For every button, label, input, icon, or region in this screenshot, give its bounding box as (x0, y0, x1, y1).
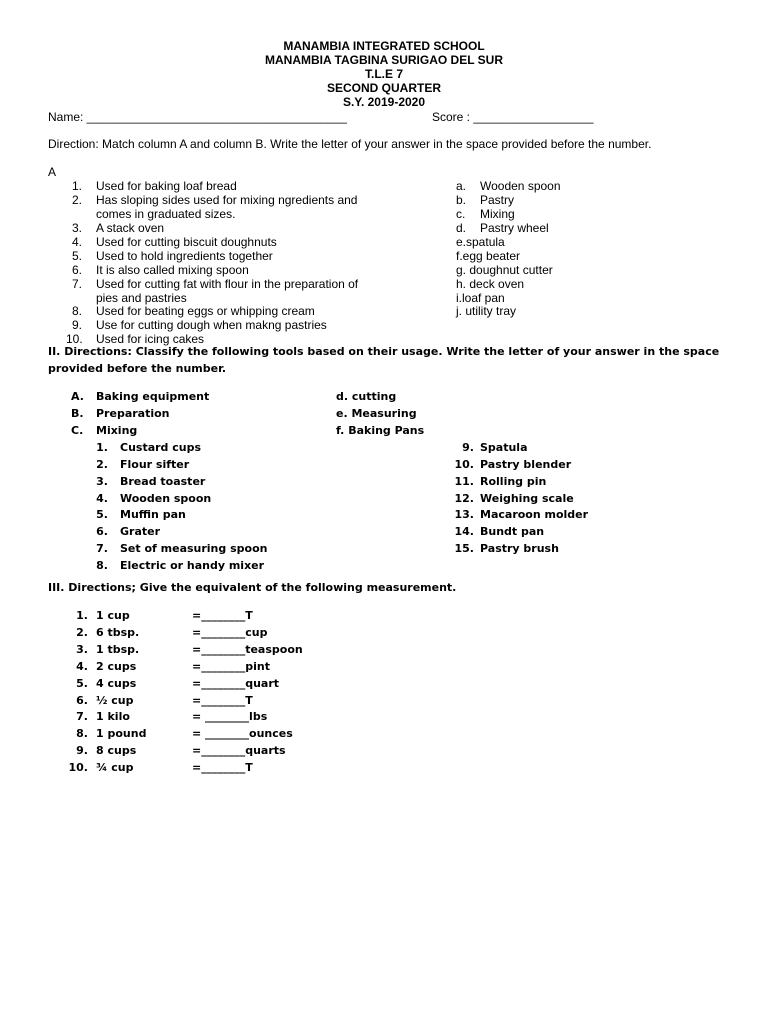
tool-number: 6. (96, 525, 108, 538)
tool-number: 12. (454, 492, 474, 505)
column-a-number: 1. (71, 179, 82, 193)
tool-item: Bundt pan (480, 525, 545, 538)
tool-item: Pastry brush (480, 542, 559, 555)
tool-number: 1. (96, 441, 108, 454)
tool-item: Electric or handy mixer (120, 559, 265, 572)
column-a-number: 4. (71, 235, 82, 249)
measurement-answer-blank: =________quarts (192, 744, 286, 757)
measurement-item: 6 tbsp. (96, 626, 140, 639)
measurement-number: 3. (76, 643, 88, 656)
category-label: f. Baking Pans (336, 424, 425, 437)
category-letter: A. (71, 390, 84, 403)
column-a-item-continued: pies and pastries (96, 291, 187, 305)
category-label: Mixing (96, 424, 138, 437)
tool-number: 10. (454, 458, 474, 471)
tool-number: 3. (96, 475, 108, 488)
measurement-number: 2. (76, 626, 88, 639)
column-a-item: A stack oven (96, 221, 165, 235)
school-location: MANAMBIA TAGBINA SURIGAO DEL SUR (265, 53, 503, 67)
measurement-item: ½ cup (96, 694, 134, 707)
tool-item: Rolling pin (480, 475, 547, 488)
column-a-number: 2. (71, 193, 82, 207)
measurement-answer-blank: =________T (192, 609, 253, 622)
column-b-item: Wooden spoon (480, 179, 561, 193)
measurement-number: 8. (76, 727, 88, 740)
category-label: e. Measuring (336, 407, 417, 420)
column-a-number: 5. (71, 249, 82, 263)
measurement-item: 1 cup (96, 609, 130, 622)
column-b-letter: a. (456, 179, 467, 193)
column-a-item: Used for beating eggs or whipping cream (96, 304, 315, 318)
tool-item: Set of measuring spoon (120, 542, 268, 555)
tool-item: Wooden spoon (120, 492, 212, 505)
column-b-item: Pastry wheel (480, 221, 549, 235)
column-b-letter: d. (456, 221, 467, 235)
measurement-item: 8 cups (96, 744, 137, 757)
subject-title: T.L.E 7 (364, 67, 403, 81)
measurement-number: 9. (76, 744, 88, 757)
column-a-item: Use for cutting dough when makng pastries (96, 318, 327, 332)
column-b-item: g. doughnut cutter (456, 263, 553, 277)
column-a-item: Has sloping sides used for mixing ngredients and (96, 193, 358, 207)
measurement-number: 5. (76, 677, 88, 690)
column-b-item: Mixing (480, 207, 515, 221)
column-a-item: It is also called mixing spoon (96, 263, 249, 277)
category-letter: C. (71, 424, 84, 437)
column-b-letter: b. (456, 193, 467, 207)
measurement-answer-blank: =________T (192, 761, 253, 774)
tool-item: Macaroon molder (480, 508, 589, 521)
measurement-number: 7. (76, 710, 88, 723)
tool-item: Spatula (480, 441, 528, 454)
measurement-item: ¾ cup (96, 761, 134, 774)
school-year: S.Y. 2019-2020 (342, 95, 426, 109)
measurement-number: 10. (68, 761, 88, 774)
tool-number: 4. (96, 492, 108, 505)
measurement-number: 1. (76, 609, 88, 622)
quarter-title: SECOND QUARTER (326, 81, 441, 95)
measurement-item: 1 kilo (96, 710, 130, 723)
tool-number: 14. (454, 525, 474, 538)
part2-direction-line1: II. Directions: Classify the following tools based on their usage. Write the letter of your answer in the space (48, 345, 720, 358)
tool-number: 15. (454, 542, 474, 555)
part1-direction: Direction: Match column A and column B. Write the letter of your answer in the space provided before the number. (48, 137, 652, 151)
measurement-answer-blank: =________quart (192, 677, 280, 690)
column-b-item: h. deck oven (456, 277, 525, 291)
tool-item: Custard cups (120, 441, 202, 454)
column-b-item: Pastry (480, 193, 515, 207)
column-b-item: i.loaf pan (456, 291, 505, 305)
school-name: MANAMBIA INTEGRATED SCHOOL (283, 39, 485, 53)
column-a-item: Used for baking loaf bread (96, 179, 237, 193)
tool-number: 9. (462, 441, 474, 454)
column-b-item: f.egg beater (456, 249, 521, 263)
score-field[interactable]: Score : __________________ (432, 110, 594, 124)
measurement-answer-blank: = ________lbs (192, 710, 268, 723)
column-a-item: Used to hold ingredients together (96, 249, 273, 263)
tool-item: Pastry blender (480, 458, 572, 471)
column-a-label: A (48, 165, 57, 179)
column-a-number: 10. (66, 332, 83, 346)
column-a-item-continued: comes in graduated sizes. (96, 207, 236, 221)
tool-number: 5. (96, 508, 108, 521)
measurement-item: 1 pound (96, 727, 147, 740)
measurement-number: 4. (76, 660, 88, 673)
measurement-answer-blank: =________teaspoon (192, 643, 303, 656)
column-b-item: j. utility tray (456, 304, 517, 318)
tool-item: Muffin pan (120, 508, 186, 521)
column-a-item: Used for icing cakes (96, 332, 205, 346)
part3-direction: III. Directions; Give the equivalent of the following measurement. (48, 581, 457, 594)
tool-item: Bread toaster (120, 475, 206, 488)
category-letter: B. (71, 407, 84, 420)
measurement-answer-blank: = ________ounces (192, 727, 293, 740)
column-a-item: Used for cutting fat with flour in the preparation of (96, 277, 359, 291)
tool-number: 8. (96, 559, 108, 572)
category-label: Preparation (96, 407, 170, 420)
measurement-item: 2 cups (96, 660, 137, 673)
column-b-letter: c. (456, 207, 466, 221)
tool-item: Grater (120, 525, 161, 538)
tool-number: 13. (454, 508, 474, 521)
column-a-number: 8. (71, 304, 82, 318)
measurement-number: 6. (76, 694, 88, 707)
column-a-number: 3. (71, 221, 82, 235)
tool-item: Flour sifter (120, 458, 190, 471)
name-field[interactable]: Name: _______________________________________ (48, 110, 347, 124)
category-label: Baking equipment (96, 390, 210, 403)
part2-direction-line2: provided before the number. (48, 362, 227, 375)
measurement-answer-blank: =________cup (192, 626, 268, 639)
column-a-item: Used for cutting biscuit doughnuts (96, 235, 277, 249)
measurement-answer-blank: =________pint (192, 660, 270, 673)
measurement-item: 4 cups (96, 677, 137, 690)
tool-number: 7. (96, 542, 108, 555)
tool-number: 2. (96, 458, 108, 471)
tool-item: Weighing scale (480, 492, 574, 505)
column-a-number: 6. (71, 263, 82, 277)
measurement-answer-blank: =________T (192, 694, 253, 707)
tool-number: 11. (454, 475, 474, 488)
column-a-number: 9. (71, 318, 82, 332)
column-a-number: 7. (71, 277, 82, 291)
category-label: d. cutting (336, 390, 397, 403)
measurement-item: 1 tbsp. (96, 643, 140, 656)
column-b-item: e.spatula (456, 235, 505, 249)
